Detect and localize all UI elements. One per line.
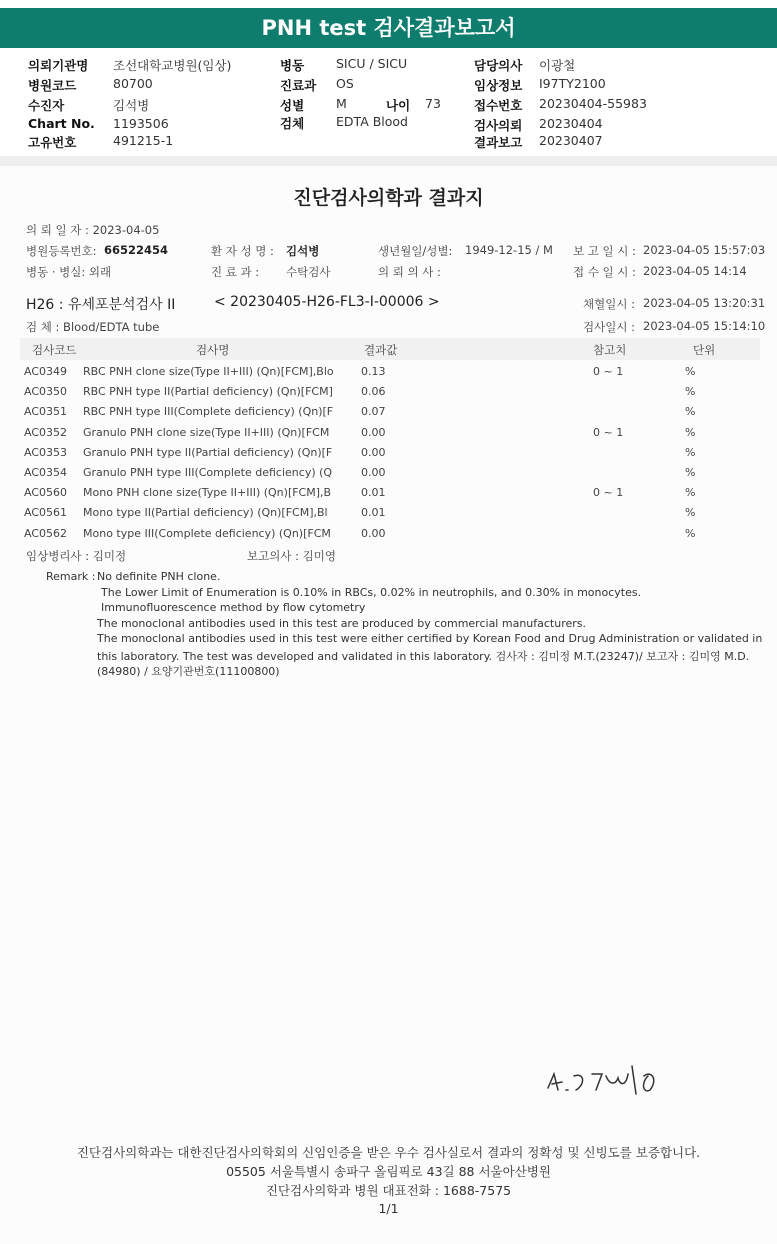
cell-unit: % [685,385,696,399]
col-reference: 참고치 [593,343,627,357]
cell-unit: % [685,486,696,500]
cell-code: AC0353 [24,445,68,459]
doctor-value: 이광철 [539,58,576,73]
cell-test-name: Mono PNH clone size(Type II+III) (Qn)[FCM],B [83,486,332,500]
cell-test-name: Granulo PNH clone size(Type II+III) (Qn)[FCM [83,425,330,439]
cell-unit: % [685,506,696,520]
cell-code: AC0349 [24,365,68,378]
remark-line: No definite PNH clone. [97,570,221,583]
hospital-code-value: 80700 [113,76,153,91]
institution-value: 조선대학교병원(임상) [113,58,232,73]
footer-contact: 진단검사의학과 병원 대표전화 : 1688-7575 [265,1183,512,1198]
exam-value: 2023-04-05 15:14:10 [643,319,766,333]
exam-label: 검사일시 : [583,320,635,334]
clinical-value: I97TY2100 [539,76,606,91]
cell-unit: % [685,365,696,378]
cell-reference: 0 ~ 1 [593,486,624,500]
report-date-value: 2023-04-05 15:57:03 [643,243,766,257]
id-label: 고유번호 [28,135,77,150]
test-name: H26 : 유세포분석검사 II [26,297,176,313]
col-result: 결과값 [364,343,398,357]
cell-test-name: Granulo PNH type III(Complete deficiency) (Q [83,466,333,479]
table-row [0,405,777,425]
patient-name-value: 김석병 [286,244,320,258]
doctor-label: 담당의사 [474,58,523,73]
received-value: 2023-04-05 14:14 [643,264,747,278]
cell-unit: % [685,466,696,479]
cell-unit: % [685,425,696,439]
cell-test-name: Granulo PNH type II(Partial deficiency) (Qn)[F [83,445,333,459]
cell-unit: % [685,405,696,419]
cell-test-name: RBC PNH type II(Partial deficiency) (Qn)[FCM] [83,385,333,399]
chart-value: 1193506 [113,116,169,131]
cell-code: AC0352 [24,425,68,439]
cell-result: 0.00 [361,445,386,459]
reported-value: 20230407 [539,133,603,148]
footer-accreditation: 진단검사의학과는 대한진단검사의학회의 신임인증을 받은 우수 검사실로서 결과의 정확성 및 신빙도를 보증합니다. [76,1145,701,1160]
specimen-value: EDTA Blood [336,114,408,129]
col-unit: 단위 [693,343,716,357]
col-test: 검사명 [196,343,230,357]
remark-line: The monoclonal antibodies used in this test were either certified by Korean Food and Drug Administration or validated in [97,632,763,645]
sex-label: 성별 [280,98,305,113]
cell-test-name: RBC PNH type III(Complete deficiency) (Qn)[F [83,405,334,419]
results-table-header [20,338,760,360]
cell-code: AC0561 [24,506,68,520]
age-value: 73 [425,96,441,111]
age-label: 나이 [386,98,411,113]
requested-label: 검사의뢰 [474,118,523,133]
remark-line: The Lower Limit of Enumeration is 0.10% in RBCs, 0.02% in neutrophils, and 0.30% in monocytes. [101,586,642,599]
receipt-label: 접수번호 [474,98,523,113]
cell-code: AC0350 [24,385,68,399]
remark-line: this laboratory. The test was developed and validated in this laboratory. 검사자 : 김미정 M.T.(23247)/ 보고자 : 김미영 M.D. [97,650,750,663]
dob-value: 1949-12-15 / M [465,243,553,257]
cell-result: 0.07 [361,405,386,419]
dept-label: 진료과 [280,78,317,93]
sex-value: M [336,96,347,111]
cell-code: AC0562 [24,526,68,540]
patient-label: 수진자 [28,98,65,113]
dept-label-2: 진 료 과 : [211,265,260,279]
table-row [0,527,777,547]
cell-code: AC0354 [24,466,68,479]
specimen-line: 검 체 : Blood/EDTA tube [26,320,160,334]
cell-result: 0.06 [361,385,386,399]
clinical-label: 임상정보 [474,78,523,93]
cell-unit: % [685,445,696,459]
reporting-doctor: 보고의사 : 김미영 [247,549,336,563]
pathologist: 임상병리사 : 김미정 [26,549,127,563]
cell-result: 0.00 [361,466,386,479]
chart-label: Chart No. [28,116,95,131]
table-row [0,486,777,506]
section-divider [0,156,777,166]
reg-no-value: 66522454 [104,243,169,257]
id-value: 491215-1 [113,133,174,148]
dept-value-2: 수탁검사 [286,265,331,279]
patient-value: 김석병 [113,98,150,113]
remark-label: Remark : [46,570,96,583]
remark-line: (84980) / 요양기관번호(11100800) [97,665,280,678]
report-date-label: 보 고 일 시 : [573,244,636,258]
remark-line: Immunofluorescence method by flow cytometry [101,601,366,614]
remark-line: The monoclonal antibodies used in this test are produced by commercial manufacturers. [97,617,587,630]
cell-test-name: Mono type II(Partial deficiency) (Qn)[FCM],Bl [83,506,328,520]
collect-value: 2023-04-05 13:20:31 [643,296,766,310]
footer-address: 05505 서울특별시 송파구 올림픽로 43길 88 서울아산병원 [226,1164,551,1179]
requesting-doctor-label: 의 뢰 의 사 : [378,265,441,279]
cell-result: 0.01 [361,486,386,500]
result-sheet-title: 진단검사의학과 결과지 [293,187,484,209]
request-date: 의 뢰 일 자 : 2023-04-05 [26,223,160,237]
table-row [0,506,777,526]
table-row [0,466,777,486]
institution-label: 의뢰기관명 [28,58,89,73]
table-row [0,426,777,446]
specimen-label: 검체 [280,116,305,131]
cell-code: AC0351 [24,405,68,419]
patient-info-header [0,52,777,152]
cell-reference: 0 ~ 1 [593,365,624,378]
cell-result: 0.00 [361,425,386,439]
reported-label: 결과보고 [474,135,523,150]
table-row [0,365,777,385]
ward-label: 병동 [280,58,305,73]
cell-result: 0.00 [361,526,386,540]
collect-label: 채혈일시 : [583,297,635,311]
cell-reference: 0 ~ 1 [593,425,624,439]
received-label: 접 수 일 시 : [573,265,636,279]
col-code: 검사코드 [32,343,77,357]
ward-line: 병동 · 병실: 외래 [26,265,112,279]
cell-test-name: RBC PNH clone size(Type II+III) (Qn)[FCM],Blo [83,365,334,378]
dept-value: OS [336,76,354,91]
page-number: 1/1 [378,1201,399,1216]
dob-label: 생년월일/성별: [378,244,453,258]
ward-value: SICU / SICU [336,56,408,71]
cell-code: AC0560 [24,486,68,500]
hospital-code-label: 병원코드 [28,78,77,93]
patient-name-label: 환 자 성 명 : [211,244,274,258]
handwritten-note [540,1060,700,1100]
cell-test-name: Mono type III(Complete deficiency) (Qn)[FCM [83,526,331,540]
cell-result: 0.01 [361,506,386,520]
report-title: PNH test 검사결과보고서 [0,8,777,48]
cell-result: 0.13 [361,365,386,378]
cell-unit: % [685,526,696,540]
receipt-value: 20230404-55983 [539,96,647,111]
table-row [0,385,777,405]
test-code: < 20230405-H26-FL3-I-00006 > [214,294,440,310]
requested-value: 20230404 [539,116,603,131]
reg-no-label: 병원등록번호: [26,244,97,258]
table-row [0,446,777,466]
